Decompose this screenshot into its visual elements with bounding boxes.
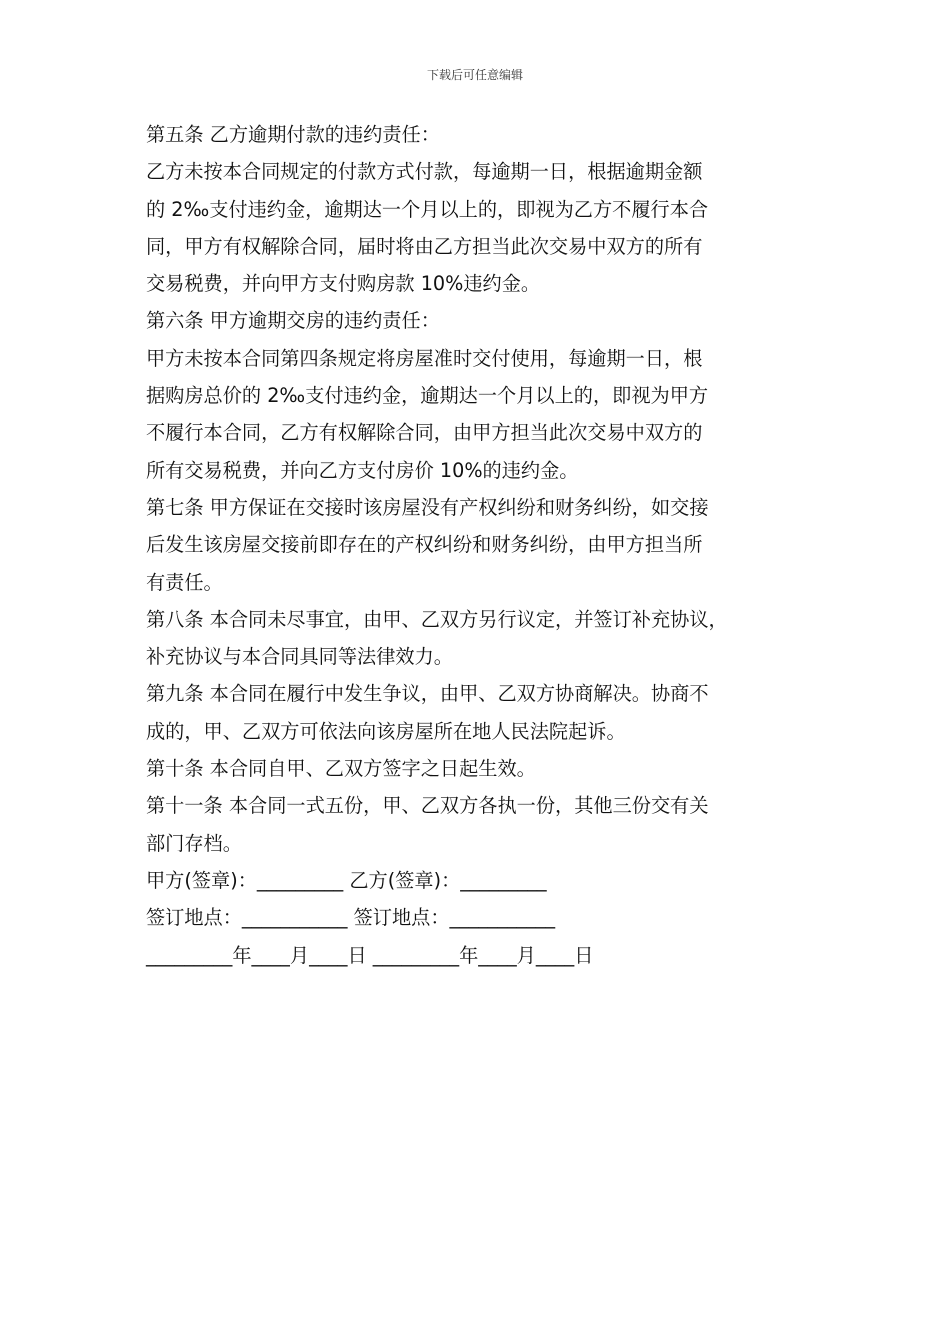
- page-header: 下载后可任意编辑: [426, 68, 523, 82]
- text-line: 补充协议与本合同具同等法律效力。: [146, 645, 453, 669]
- text-line: 同，甲方有权解除合同，届时将由乙方担当此次交易中双方的所有: [146, 234, 703, 258]
- article-9: 第九条 本合同在履行中发生争议，由甲、乙双方协商解决。协商不: [146, 682, 709, 706]
- signing-place-line: 签订地点：___________ 签订地点：___________: [146, 906, 556, 930]
- text-line: 成的，甲、乙双方可依法向该房屋所在地人民法院起诉。: [146, 719, 626, 743]
- text-line: 后发生该房屋交接前即存在的产权纠纷和财务纠纷，由甲方担当所: [146, 533, 703, 557]
- text-line: 据购房总价的 2‰支付违约金，逾期达一个月以上的，即视为甲方: [146, 384, 709, 408]
- signature-line: 甲方(签章)：_________ 乙方(签章)：_________: [146, 868, 547, 892]
- text-line: 甲方未按本合同第四条规定将房屋准时交付使用，每逾期一日，根: [146, 346, 703, 370]
- text-line: 所有交易税费，并向乙方支付房价 10%的违约金。: [146, 458, 579, 482]
- date-line: _________年____月____日 _________年____月____日: [146, 943, 594, 967]
- text-line: 的 2‰支付违约金，逾期达一个月以上的，即视为乙方不履行本合: [146, 197, 709, 221]
- article-10: 第十条 本合同自甲、乙双方签字之日起生效。: [146, 757, 536, 781]
- text-line: 不履行本合同，乙方有权解除合同，由甲方担当此次交易中双方的: [146, 421, 703, 445]
- article-5-heading: 第五条 乙方逾期付款的违约责任：: [146, 123, 440, 146]
- article-11: 第十一条 本合同一式五份，甲、乙双方各执一份，其他三份交有关: [146, 794, 709, 818]
- document-body: [146, 116, 826, 974]
- text-line: 乙方未按本合同规定的付款方式付款，每逾期一日，根据逾期金额: [146, 160, 703, 184]
- article-8: 第八条 本合同未尽事宜，由甲、乙双方另行议定，并签订补充协议，: [146, 607, 728, 631]
- article-7: 第七条 甲方保证在交接时该房屋没有产权纠纷和财务纠纷，如交接: [146, 495, 709, 519]
- text-line: 有责任。: [146, 570, 223, 594]
- text-line: 交易税费，并向甲方支付购房款 10%违约金。: [146, 272, 541, 296]
- article-6-heading: 第六条 甲方逾期交房的违约责任：: [146, 309, 440, 333]
- text-line: 部门存档。: [146, 831, 242, 855]
